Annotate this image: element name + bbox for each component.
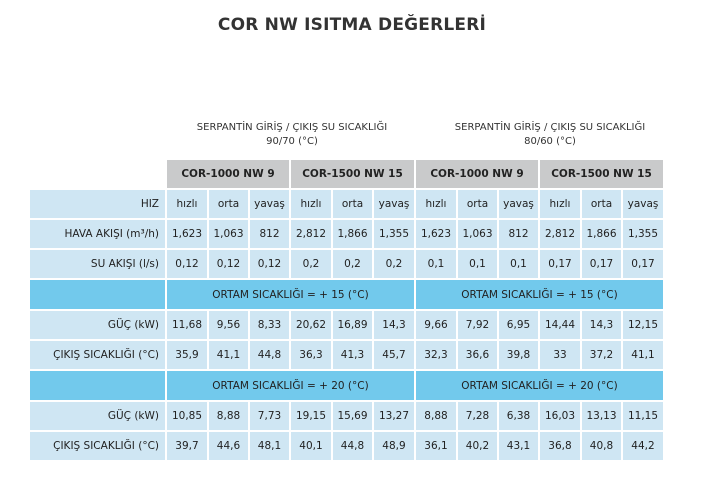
group-header-90-70 — [166, 121, 418, 149]
cell: 9,56 — [209, 311, 248, 339]
cell: 36,1 — [416, 432, 456, 460]
cell: 20,62 — [291, 311, 331, 339]
cell: 1,623 — [167, 220, 207, 248]
cell: 12,15 — [623, 311, 663, 339]
cell: 1,623 — [416, 220, 456, 248]
cell: 13,13 — [582, 402, 621, 430]
row-cikis-15 — [30, 341, 663, 369]
cell: 13,27 — [374, 402, 414, 430]
cell: yavaş — [623, 190, 663, 218]
cell: 39,7 — [167, 432, 207, 460]
cell: hızlı — [167, 190, 207, 218]
cell: 7,28 — [458, 402, 497, 430]
cell: 36,8 — [540, 432, 580, 460]
cell: 0,2 — [374, 250, 414, 278]
cell: 45,7 — [374, 341, 414, 369]
cell: 44,6 — [209, 432, 248, 460]
cell: yavaş — [374, 190, 414, 218]
row-label-blank — [30, 280, 165, 309]
cell: orta — [209, 190, 248, 218]
cell: 8,33 — [250, 311, 289, 339]
cell: hızlı — [291, 190, 331, 218]
cell: 0,1 — [416, 250, 456, 278]
cell: yavaş — [250, 190, 289, 218]
cell: 8,88 — [209, 402, 248, 430]
cell: 0,12 — [209, 250, 248, 278]
ambient-temp-band: ORTAM SICAKLIĞI = + 15 (°C) — [416, 280, 663, 309]
model-header: COR-1000 NW 9 — [416, 160, 538, 188]
cell: 7,73 — [250, 402, 289, 430]
cell: 14,3 — [374, 311, 414, 339]
cell: 6,38 — [499, 402, 538, 430]
cell: 1,063 — [458, 220, 497, 248]
cell: 0,1 — [499, 250, 538, 278]
cell: 1,866 — [333, 220, 372, 248]
cell: 48,9 — [374, 432, 414, 460]
band-ortam-20 — [30, 371, 663, 400]
row-label: GÜÇ (kW) — [30, 402, 165, 430]
group-header-line1: SERPANTİN GİRİŞ / ÇIKIŞ SU SICAKLIĞI — [196, 122, 388, 133]
cell: 1,355 — [623, 220, 663, 248]
model-header: COR-1500 NW 15 — [540, 160, 663, 188]
row-hiz — [30, 190, 663, 218]
page-title: COR NW ISITMA DEĞERLERİ — [217, 15, 487, 35]
cell: 812 — [499, 220, 538, 248]
row-hava-akisi — [30, 220, 663, 248]
cell: 41,1 — [623, 341, 663, 369]
cell: 43,1 — [499, 432, 538, 460]
cell: 14,44 — [540, 311, 580, 339]
cell: 44,8 — [333, 432, 372, 460]
cell: 37,2 — [582, 341, 621, 369]
cell: hızlı — [540, 190, 580, 218]
cell: 0,1 — [458, 250, 497, 278]
cell: 0,17 — [623, 250, 663, 278]
cell: 39,8 — [499, 341, 538, 369]
cell: 8,88 — [416, 402, 456, 430]
cell: 40,1 — [291, 432, 331, 460]
cell: 7,92 — [458, 311, 497, 339]
cell: 14,3 — [582, 311, 621, 339]
row-label: HIZ — [30, 190, 165, 218]
cell: 19,15 — [291, 402, 331, 430]
cell: 11,15 — [623, 402, 663, 430]
cell: 0,17 — [582, 250, 621, 278]
cell: orta — [333, 190, 372, 218]
row-label: SU AKIŞI (l/s) — [30, 250, 165, 278]
cell: 15,69 — [333, 402, 372, 430]
cell: 0,17 — [540, 250, 580, 278]
cell: hızlı — [416, 190, 456, 218]
cell: 40,2 — [458, 432, 497, 460]
cell: orta — [458, 190, 497, 218]
cell: 41,3 — [333, 341, 372, 369]
row-label: HAVA AKIŞI (m³/h) — [30, 220, 165, 248]
cell: 2,812 — [291, 220, 331, 248]
group-header-line1: SERPANTİN GİRİŞ / ÇIKIŞ SU SICAKLIĞI — [454, 122, 646, 133]
cell: 44,2 — [623, 432, 663, 460]
cell: 9,66 — [416, 311, 456, 339]
cell: 1,355 — [374, 220, 414, 248]
row-su-akisi — [30, 250, 663, 278]
cell: 44,8 — [250, 341, 289, 369]
model-header: COR-1500 NW 15 — [291, 160, 414, 188]
ambient-temp-band: ORTAM SICAKLIĞI = + 15 (°C) — [167, 280, 414, 309]
row-label: ÇIKIŞ SICAKLIĞI (°C) — [30, 432, 165, 460]
cell: 36,6 — [458, 341, 497, 369]
cell: 16,03 — [540, 402, 580, 430]
cell: 40,8 — [582, 432, 621, 460]
group-header-80-60 — [424, 121, 676, 149]
cell: 1,063 — [209, 220, 248, 248]
cell: 35,9 — [167, 341, 207, 369]
cell: 0,2 — [333, 250, 372, 278]
cell: 6,95 — [499, 311, 538, 339]
cell: 41,1 — [209, 341, 248, 369]
cell: 0,2 — [291, 250, 331, 278]
cell: 0,12 — [250, 250, 289, 278]
heating-values-table — [28, 158, 665, 462]
group-header-line2: 90/70 (°C) — [266, 136, 318, 147]
cell: 812 — [250, 220, 289, 248]
row-label: GÜÇ (kW) — [30, 311, 165, 339]
cell: 16,89 — [333, 311, 372, 339]
cell: 32,3 — [416, 341, 456, 369]
cell: 48,1 — [250, 432, 289, 460]
model-header: COR-1000 NW 9 — [167, 160, 289, 188]
model-header-row — [30, 160, 663, 188]
cell: 2,812 — [540, 220, 580, 248]
band-ortam-15 — [30, 280, 663, 309]
cell: 10,85 — [167, 402, 207, 430]
row-guc-20 — [30, 402, 663, 430]
cell: 36,3 — [291, 341, 331, 369]
row-label-blank — [30, 371, 165, 400]
cell: 1,866 — [582, 220, 621, 248]
ambient-temp-band: ORTAM SICAKLIĞI = + 20 (°C) — [167, 371, 414, 400]
cell: orta — [582, 190, 621, 218]
ambient-temp-band: ORTAM SICAKLIĞI = + 20 (°C) — [416, 371, 663, 400]
row-cikis-20 — [30, 432, 663, 460]
cell: yavaş — [499, 190, 538, 218]
row-label: ÇIKIŞ SICAKLIĞI (°C) — [30, 341, 165, 369]
row-guc-15 — [30, 311, 663, 339]
group-header-line2: 80/60 (°C) — [524, 136, 576, 147]
corner-blank — [30, 160, 165, 188]
cell: 11,68 — [167, 311, 207, 339]
cell: 33 — [540, 341, 580, 369]
cell: 0,12 — [167, 250, 207, 278]
